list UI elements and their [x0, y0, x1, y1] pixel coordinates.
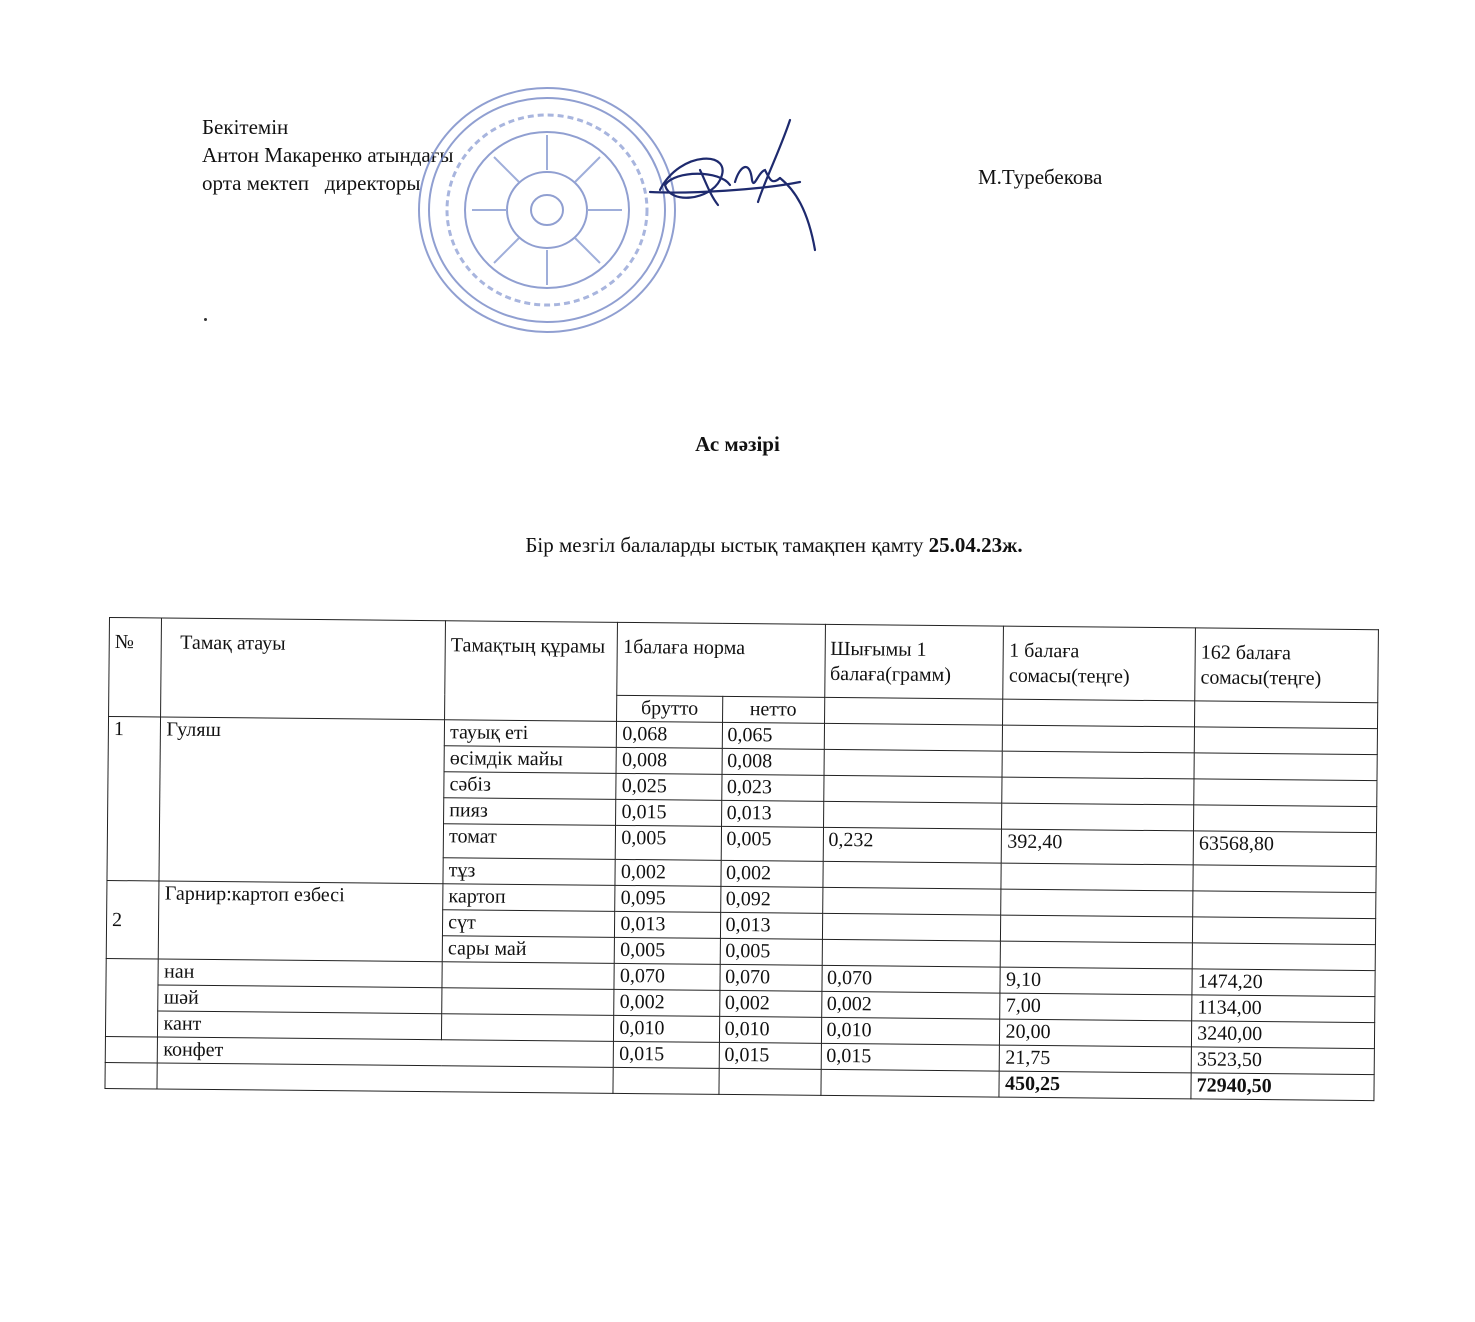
brutto-value: 0,068 — [617, 721, 722, 748]
brutto-value: 0,095 — [615, 885, 720, 912]
director-name: М.Туребекова — [978, 165, 1103, 189]
price-one-value: 9,10 — [1000, 967, 1192, 995]
ingredient: тұз — [443, 858, 616, 886]
approval-line-2: Антон Макаренко атындағы — [202, 143, 454, 167]
netto-value: 0,005 — [721, 826, 823, 861]
total-price-one: 450,25 — [999, 1071, 1191, 1099]
price-162-value: 3523,50 — [1191, 1047, 1374, 1075]
netto-value: 0,013 — [720, 912, 822, 939]
header-price-one: 1 балаға сомасы(теңге) — [1003, 626, 1195, 701]
yield-value: 0,015 — [821, 1043, 1000, 1071]
price-162-value: 1134,00 — [1192, 995, 1375, 1023]
yield-value: 0,010 — [821, 1017, 1000, 1045]
total-price-162: 72940,50 — [1191, 1073, 1374, 1101]
ingredient: томат — [443, 824, 616, 860]
dish1-price-one: 392,40 — [1002, 829, 1194, 865]
extra-name: шәй — [158, 985, 442, 1014]
brutto-value: 0,010 — [614, 1015, 719, 1042]
price-162-value: 3240,00 — [1192, 1021, 1375, 1049]
page-subtitle — [0, 533, 1475, 558]
header-num: № — [109, 618, 162, 717]
header-brutto: брутто — [617, 695, 722, 722]
price-one-value: 7,00 — [1000, 993, 1192, 1021]
subtitle-text: Бір мезгіл балаларды ыстық тамақпен қамту — [525, 533, 929, 557]
netto-value: 0,015 — [719, 1042, 821, 1069]
netto-value: 0,002 — [719, 990, 821, 1017]
director-signature — [640, 110, 840, 260]
subtitle-date: 25.04.23ж. — [928, 533, 1023, 557]
page-title: Ас мәзірі — [695, 432, 780, 456]
netto-value: 0,065 — [722, 722, 824, 749]
netto-value: 0,070 — [719, 964, 821, 991]
brutto-value: 0,005 — [616, 825, 721, 860]
netto-value: 0,008 — [722, 748, 824, 775]
extra-name: конфет — [158, 1037, 614, 1067]
brutto-value: 0,008 — [616, 747, 721, 774]
brutto-value: 0,002 — [614, 989, 719, 1016]
header-yield: Шығымы 1 балаға(грамм) — [824, 624, 1004, 699]
price-one-value: 21,75 — [1000, 1045, 1192, 1073]
dish-name: Гарнир:картоп езбесі — [159, 881, 443, 962]
ingredient: пияз — [444, 798, 617, 826]
brutto-value: 0,002 — [615, 859, 720, 886]
menu-table — [104, 617, 1378, 1101]
netto-value: 0,092 — [720, 886, 822, 913]
netto-value: 0,010 — [719, 1016, 821, 1043]
extra-name: кант — [158, 1011, 442, 1040]
yield-value: 0,002 — [821, 991, 1000, 1019]
dish1-price-162: 63568,80 — [1193, 831, 1376, 867]
approval-line-3: орта мектеп директоры — [202, 171, 421, 195]
dish1-yield: 0,232 — [823, 827, 1002, 863]
stray-dot — [204, 318, 207, 321]
price-one-value: 20,00 — [1000, 1019, 1192, 1047]
brutto-value: 0,005 — [615, 937, 720, 964]
netto-value: 0,023 — [721, 774, 823, 801]
dish-name: Гуляш — [159, 717, 444, 884]
ingredient: картоп — [443, 884, 616, 912]
header-dish-name: Тамақ атауы — [161, 618, 446, 720]
price-162-value: 1474,20 — [1192, 969, 1375, 997]
brutto-value: 0,025 — [616, 773, 721, 800]
ingredient: сәбіз — [444, 772, 617, 800]
brutto-value: 0,013 — [615, 911, 720, 938]
dish-num: 1 — [107, 717, 161, 881]
approval-line-1: Бекітемін — [202, 115, 289, 139]
brutto-value: 0,015 — [614, 1041, 719, 1068]
ingredient: өсімдік майы — [444, 746, 617, 774]
brutto-value: 0,015 — [616, 799, 721, 826]
ingredient: сүт — [443, 910, 616, 938]
brutto-value: 0,070 — [614, 963, 719, 990]
yield-value: 0,070 — [821, 965, 1000, 993]
header-row — [109, 618, 1379, 703]
header-norm: 1балаға норма — [617, 622, 825, 697]
netto-value: 0,005 — [720, 938, 822, 965]
dish-num: 2 — [106, 880, 159, 959]
header-netto: нетто — [722, 696, 824, 723]
extra-name: нан — [158, 959, 442, 988]
header-price-162: 162 балаға сомасы(теңге) — [1195, 628, 1379, 703]
ingredient: тауық еті — [444, 720, 617, 748]
header-composition: Тамақтың құрамы — [445, 621, 618, 722]
netto-value: 0,002 — [720, 860, 822, 887]
ingredient: сары май — [442, 936, 615, 964]
netto-value: 0,013 — [721, 800, 823, 827]
